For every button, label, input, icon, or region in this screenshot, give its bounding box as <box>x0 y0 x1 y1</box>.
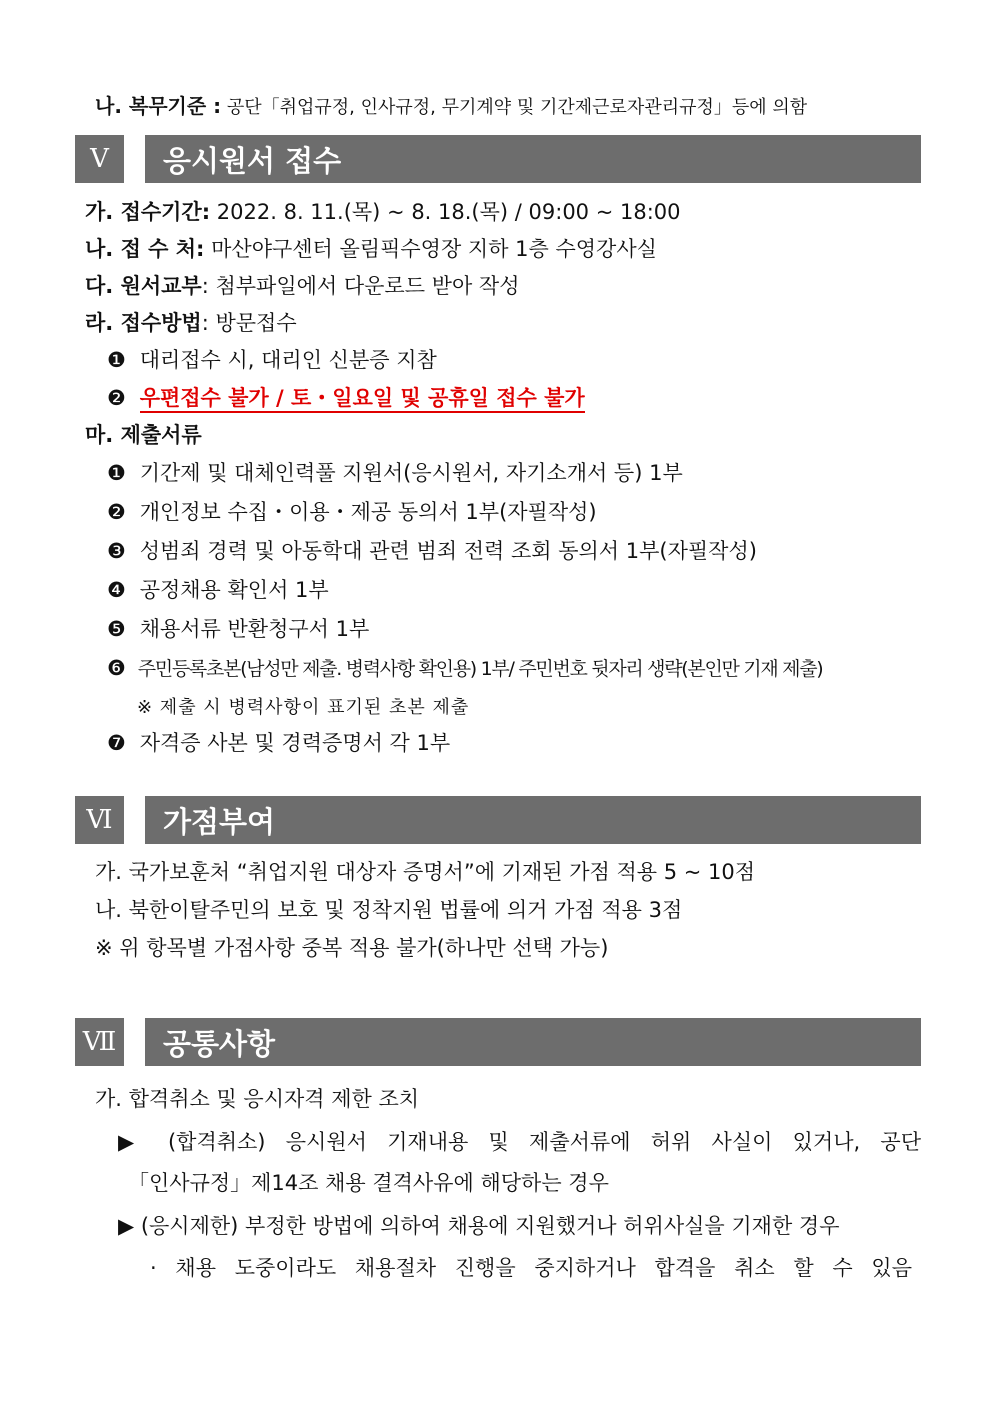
info-row-period <box>85 198 681 226</box>
info-value: : 첨부파일에서 다운로드 받아 작성 <box>201 274 520 298</box>
doc-text: 채용서류 반환청구서 1부 <box>139 617 370 641</box>
method-text: 대리접수 시, 대리인 신분증 지참 <box>139 348 437 372</box>
info-row-method <box>85 309 297 337</box>
method-item <box>107 346 437 374</box>
doc-text: 성범죄 경력 및 아동학대 관련 범죄 전력 조회 동의서 1부(자필작성) <box>139 539 757 563</box>
top-text: 공단「취업규정, 인사규정, 무기계약 및 기간제근로자관리규정」등에 의함 <box>221 97 808 118</box>
doc-text: 공정채용 확인서 1부 <box>139 578 329 602</box>
info-row-form <box>85 272 520 300</box>
cancel-bullet-line2: 「인사규정」제14조 채용 결격사유에 해당하는 경우 <box>128 1171 609 1195</box>
doc-item <box>107 537 757 565</box>
number-bullet-icon: ❶ <box>107 348 126 372</box>
number-bullet-icon: ❹ <box>107 578 126 602</box>
doc-item <box>107 459 683 487</box>
info-value: 2022. 8. 11.(목) ~ 8. 18.(목) / 09:00 ~ 18:00 <box>210 200 681 224</box>
method-item <box>107 384 585 412</box>
section-title: 가점부여 <box>145 796 921 844</box>
docs-note: ※ 제출 시 병력사항이 표기된 초본 제출 <box>137 697 470 718</box>
section-header-vi <box>75 796 921 844</box>
doc-item <box>107 615 369 643</box>
method-warning-text: 우편접수 불가 / 토・일요일 및 공휴일 접수 불가 <box>140 386 585 413</box>
number-bullet-icon: ❷ <box>107 386 126 410</box>
number-bullet-icon: ❻ <box>107 656 125 680</box>
doc-text: 주민등록초본(남성만 제출. 병력사항 확인용) 1부/ 주민번호 뒷자리 생략(본인만 기재 제출) <box>137 658 823 680</box>
bonus-line: 가. 국가보훈처 “취업지원 대상자 증명서”에 기재된 가점 적용 5 ~ 10점 <box>95 860 756 884</box>
section-number: Ⅴ <box>75 135 124 183</box>
info-row-place <box>85 235 657 263</box>
restrict-bullet: ▶ (응시제한) 부정한 방법에 의하여 채용에 지원했거나 허위사실을 기재한 경우 <box>118 1214 840 1238</box>
doc-item <box>107 576 329 604</box>
restrict-dash-line <box>150 1254 912 1282</box>
doc-item <box>107 729 450 757</box>
info-label: 가. 접수기간: <box>85 200 211 224</box>
cancel-bullet-line1 <box>118 1128 921 1156</box>
info-label: 라. 접수방법 <box>85 311 202 335</box>
bonus-line: 나. 북한이탈주민의 보호 및 정착지원 법률에 의거 가점 적용 3점 <box>95 898 683 922</box>
number-bullet-icon: ❸ <box>107 539 126 563</box>
doc-text: 자격증 사본 및 경력증명서 각 1부 <box>139 731 451 755</box>
info-label: 다. 원서교부 <box>85 274 202 298</box>
doc-text: 개인정보 수집・이용・제공 동의서 1부(자필작성) <box>139 500 597 524</box>
section-number: Ⅶ <box>75 1018 124 1066</box>
section-number: Ⅵ <box>75 796 124 844</box>
docs-label: 마. 제출서류 <box>85 423 202 447</box>
section-title: 공통사항 <box>145 1018 921 1066</box>
section-header-v <box>75 135 921 183</box>
bonus-note: ※ 위 항목별 가점사항 중복 적용 불가(하나만 선택 가능) <box>95 936 609 960</box>
restrict-dash-text: · 채용 도중이라도 채용절차 진행을 중지하거나 합격을 취소 할 수 있음 <box>150 1256 912 1280</box>
number-bullet-icon: ❷ <box>107 500 126 524</box>
section-title: 응시원서 접수 <box>145 135 921 183</box>
info-label: 나. 접 수 처: <box>85 237 205 261</box>
number-bullet-icon: ❼ <box>107 731 126 755</box>
top-line <box>95 92 807 122</box>
number-bullet-icon: ❺ <box>107 617 126 641</box>
number-bullet-icon: ❶ <box>107 461 126 485</box>
doc-item <box>107 498 597 526</box>
doc-text: 기간제 및 대체인력풀 지원서(응시원서, 자기소개서 등) 1부 <box>139 461 683 485</box>
top-label: 나. 복무기준 : <box>95 94 222 118</box>
info-value: : 방문접수 <box>201 311 297 335</box>
common-subtitle: 가. 합격취소 및 응시자격 제한 조치 <box>95 1087 420 1111</box>
doc-item <box>107 654 822 683</box>
cancel-bullet-text: ▶ (합격취소) 응시원서 기재내용 및 제출서류에 허위 사실이 있거나, 공단 <box>118 1130 921 1154</box>
info-value: 마산야구센터 올림픽수영장 지하 1층 수영강사실 <box>204 237 657 261</box>
section-header-vii <box>75 1018 921 1066</box>
